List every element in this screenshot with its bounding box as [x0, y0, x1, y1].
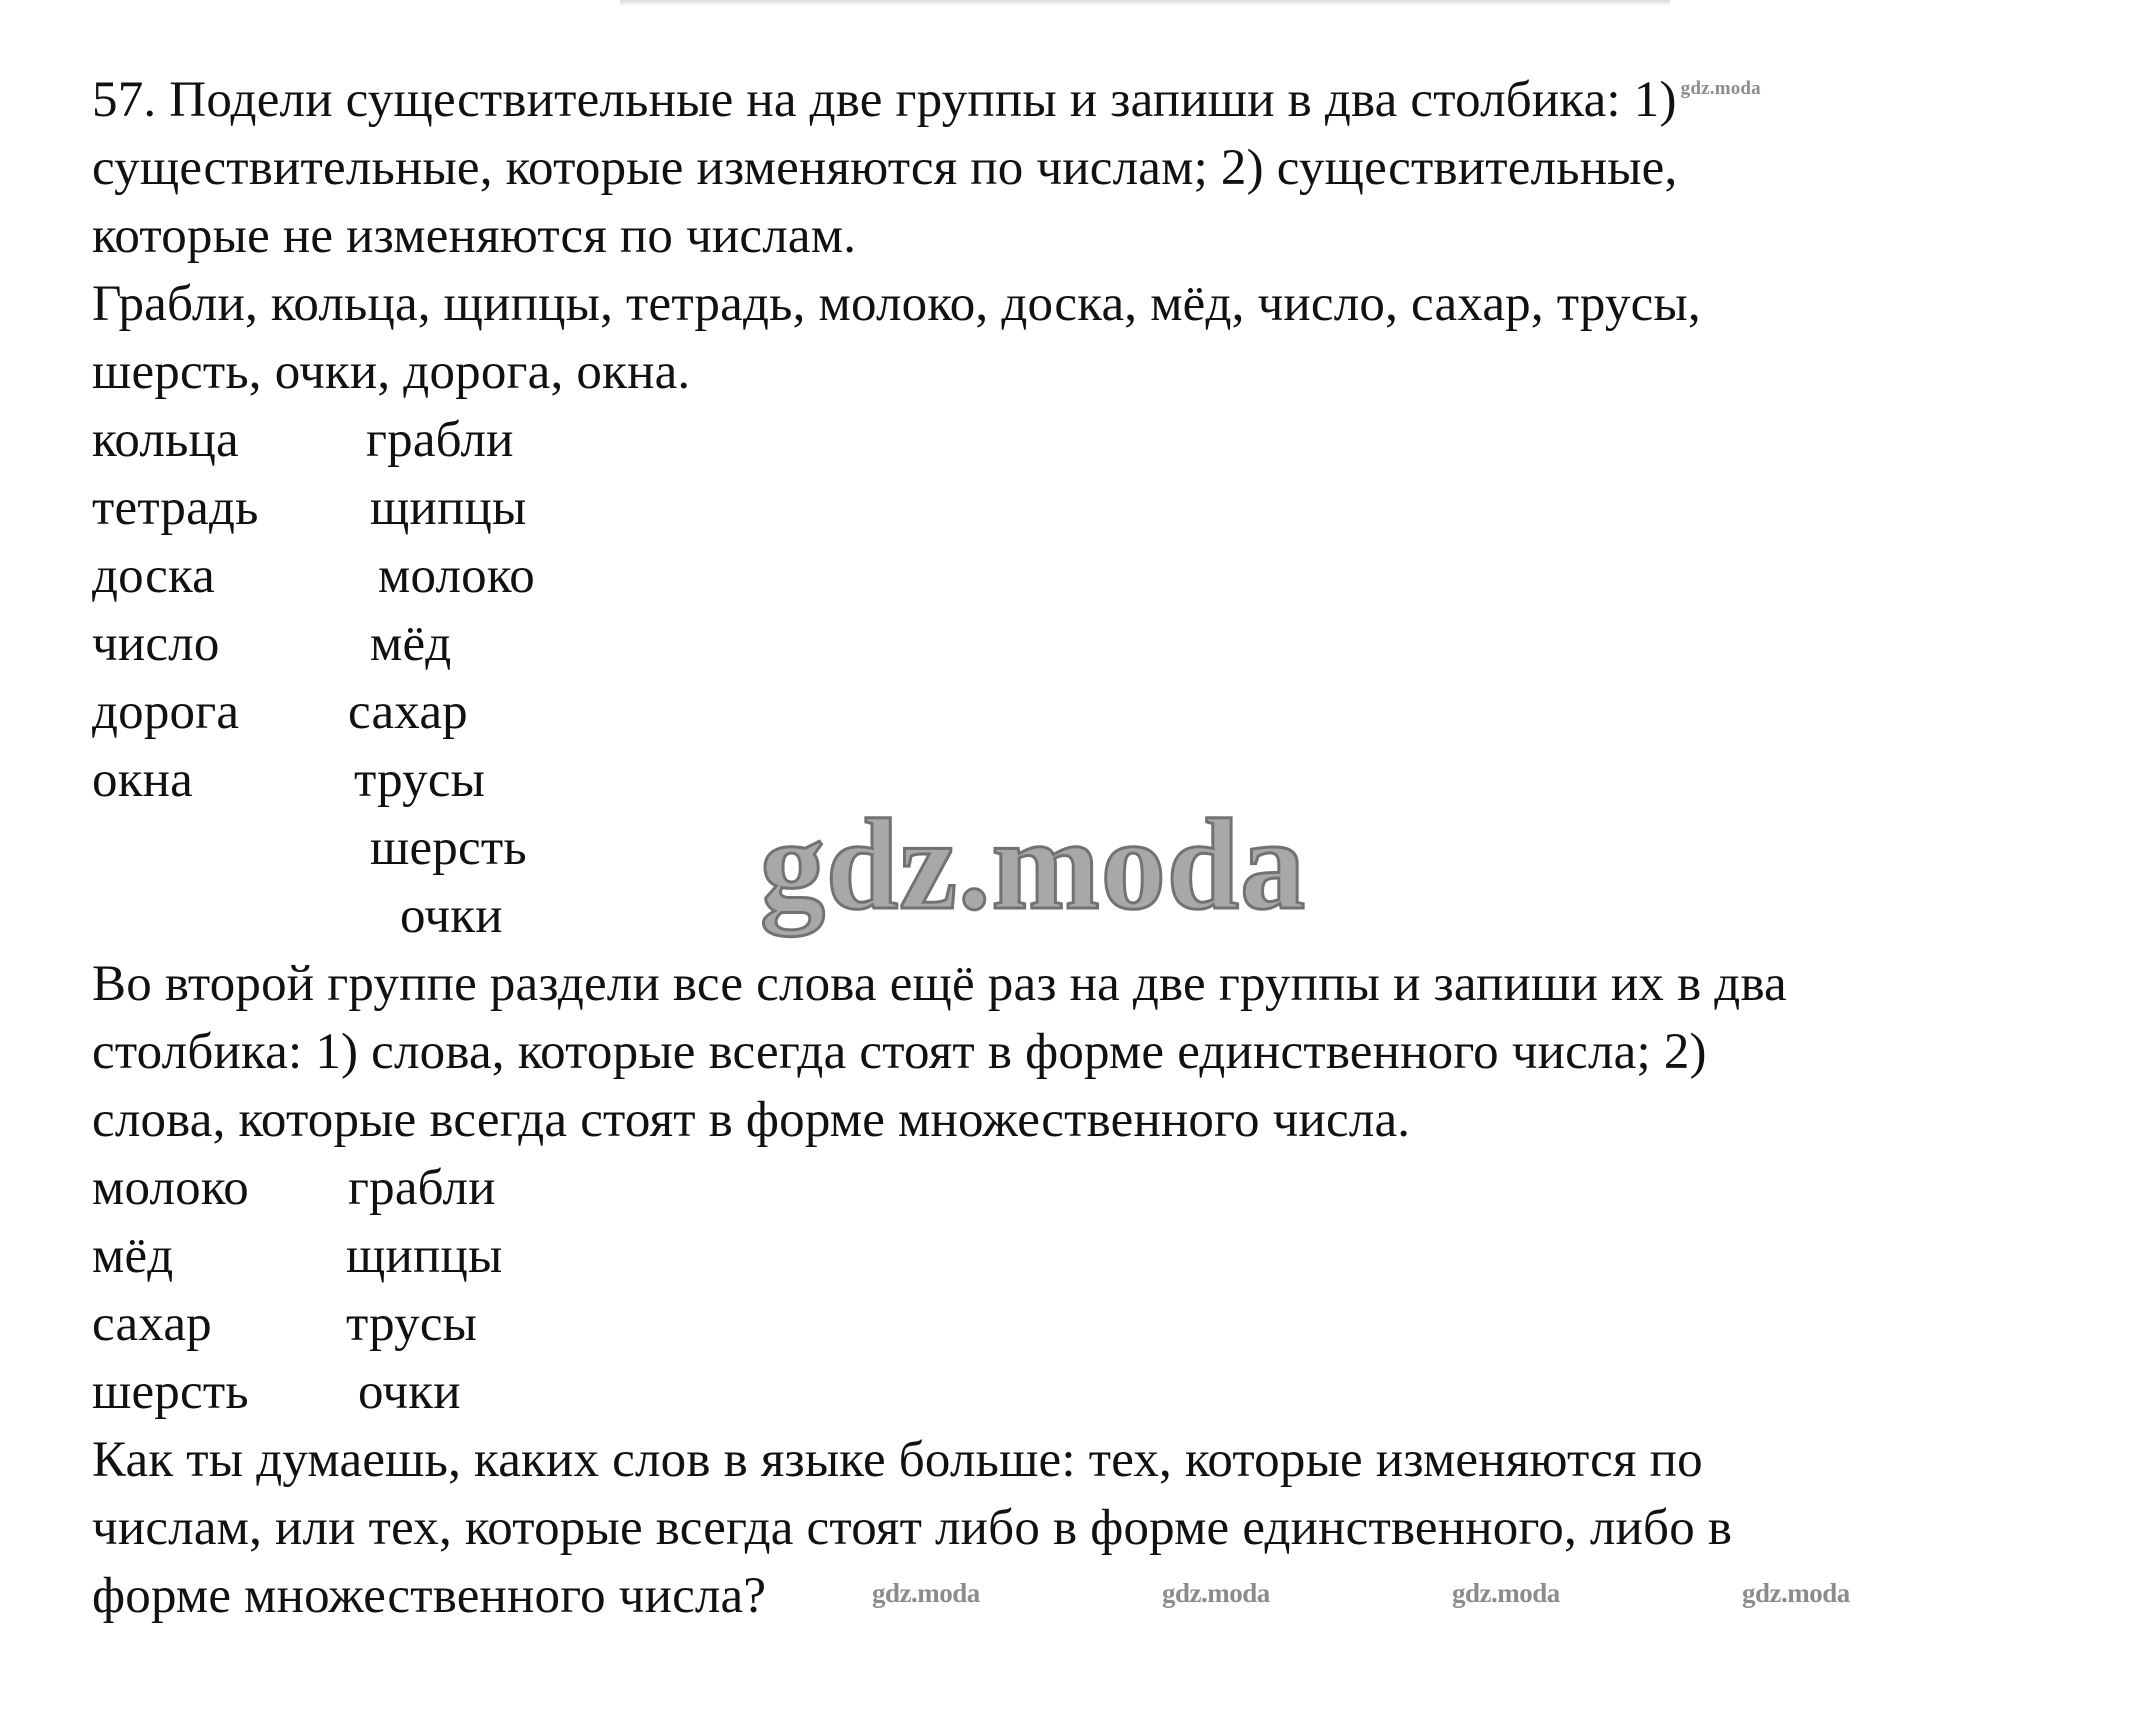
question-line-3: форме множественного числа? [92, 1568, 767, 1624]
number-left-word: шерсть [92, 1364, 249, 1420]
group-right-word: очки [400, 888, 503, 944]
group-left-word: тетрадь [92, 480, 259, 536]
group-row [92, 474, 2092, 542]
second-task-line-3: слова, которые всегда стоят в форме множественного числа. [92, 1092, 1411, 1148]
task-line-3: которые не изменяются по числам. [92, 208, 857, 264]
group-row [92, 542, 2092, 610]
number-right-word: очки [358, 1364, 461, 1420]
group-row [92, 406, 2092, 474]
group-right-word: грабли [366, 412, 514, 468]
word-list-line-2: шерсть, очки, дорога, окна. [92, 344, 691, 400]
task-line-2: существительные, которые изменяются по числам; 2) существительные, [92, 140, 1678, 196]
number-left-word: сахар [92, 1296, 212, 1352]
group-row [92, 610, 2092, 678]
group-right-word: сахар [348, 684, 468, 740]
task-line [92, 66, 2092, 134]
word-list-line-1: Грабли, кольца, щипцы, тетрадь, молоко, доска, мёд, число, сахар, трусы, [92, 276, 1701, 332]
number-row [92, 1290, 2092, 1358]
watermark-corner: gdz.moda [1680, 78, 1761, 99]
number-right-word: щипцы [346, 1228, 503, 1284]
second-task-line-1: Во второй группе раздели все слова ещё раз на две группы и запиши их в два [92, 956, 1787, 1012]
second-task-line-2: столбика: 1) слова, которые всегда стоят в форме единственного числа; 2) [92, 1024, 1707, 1080]
number-row [92, 1154, 2092, 1222]
task-line-1: 57. Подели существительные на две группы и запиши в два столбика: 1) [92, 72, 1677, 128]
number-right-word: трусы [346, 1296, 478, 1352]
number-row [92, 1222, 2092, 1290]
group-left-word: доска [92, 548, 215, 604]
group-right-word: трусы [354, 752, 486, 808]
question-line-1: Как ты думаешь, каких слов в языке больше: тех, которые изменяются по [92, 1432, 1703, 1488]
group-left-word: дорога [92, 684, 240, 740]
number-right-word: грабли [348, 1160, 496, 1216]
group-left-word: окна [92, 752, 194, 808]
number-left-word: мёд [92, 1228, 174, 1284]
number-left-word: молоко [92, 1160, 249, 1216]
group-row [92, 678, 2092, 746]
question-line-2: числам, или тех, которые всегда стоят либо в форме единственного, либо в [92, 1500, 1733, 1556]
watermark-bottom: gdz.moda [1162, 1578, 1270, 1608]
scan-edge [620, 0, 1670, 6]
group-right-word: мёд [370, 616, 452, 672]
group-left-word: кольца [92, 412, 239, 468]
watermark-bottom: gdz.moda [872, 1578, 980, 1608]
group-left-word: число [92, 616, 220, 672]
group-right-word: щипцы [370, 480, 527, 536]
number-row [92, 1358, 2092, 1426]
group-right-word: шерсть [370, 820, 527, 876]
watermark-bottom: gdz.moda [1742, 1578, 1850, 1608]
watermark-logo: gdz.moda [760, 793, 1307, 937]
group-right-word: молоко [378, 548, 535, 604]
watermark-bottom: gdz.moda [1452, 1578, 1560, 1608]
